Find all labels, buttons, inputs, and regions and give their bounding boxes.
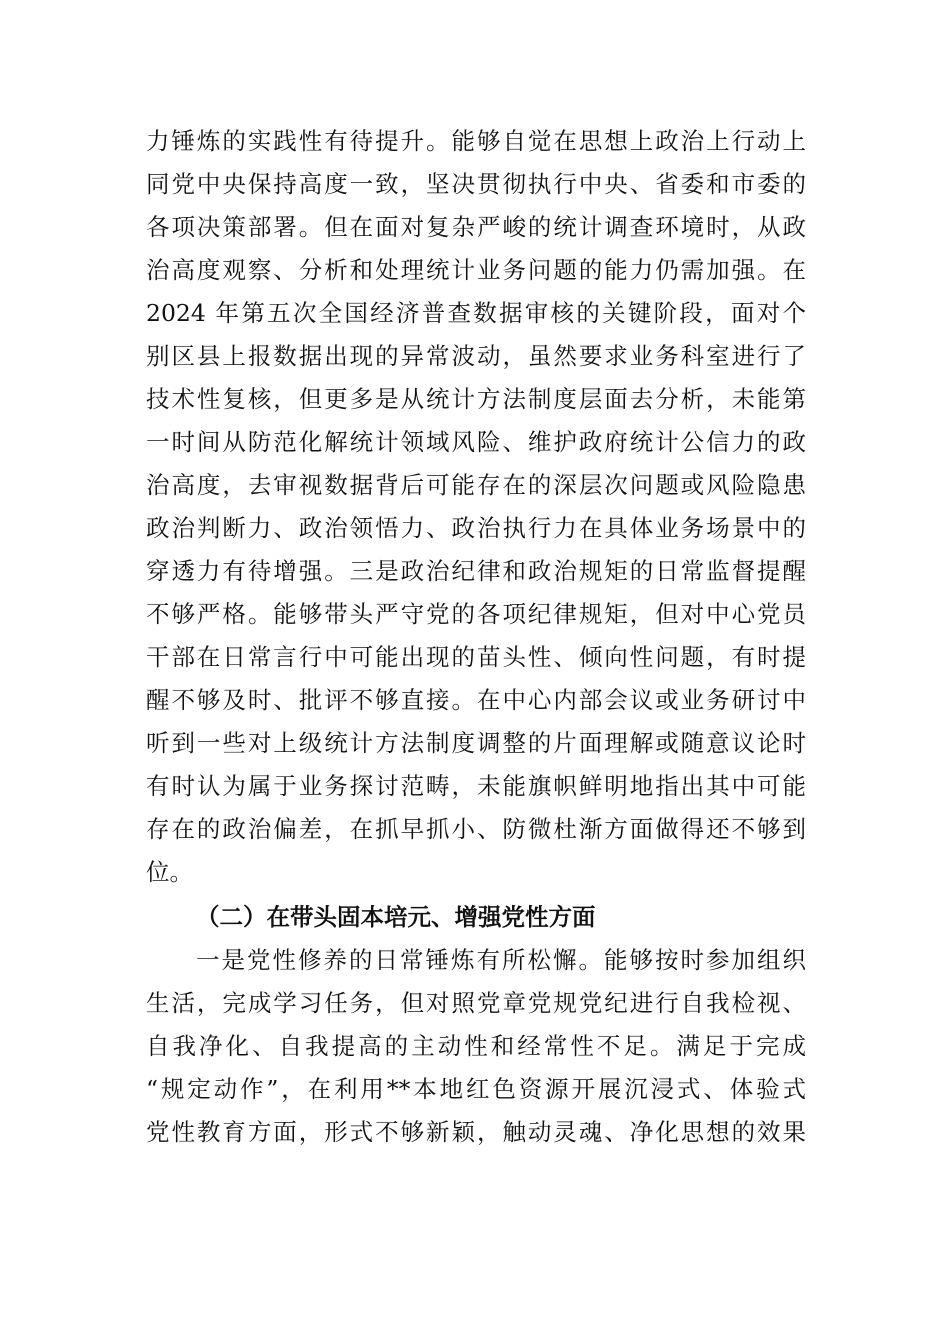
section-text-line: 党性教育方面，形式不够新颖，触动灵魂、净化思想的效果 [146,1118,806,1146]
body-text-line: 技术性复核，但更多是从统计方法制度层面去分析，未能第 [146,385,806,413]
section-heading: （二）在带头固本培元、增强党性方面 [196,903,596,931]
section-text-line: 生活，完成学习任务，但对照党章党规党纪进行自我检视、 [146,989,806,1017]
body-text-line: 位。 [146,858,193,886]
body-text-line: 穿透力有待增强。三是政治纪律和政治规矩的日常监督提醒 [146,557,806,585]
section-text-line: 一是党性修养的日常锤炼有所松懈。能够按时参加组织 [196,946,806,974]
body-text-line: 治高度，去审视数据背后可能存在的深层次问题或风险隐患 [146,471,806,499]
body-text-line: 一时间从防范化解统计领域风险、维护政府统计公信力的政 [146,428,806,456]
body-text-line: 不够严格。能够带头严守党的各项纪律规矩，但对中心党员 [146,600,806,628]
body-text-line: 存在的政治偏差，在抓早抓小、防微杜渐方面做得还不够到 [146,815,806,843]
body-text-line: 醒不够及时、批评不够直接。在中心内部会议或业务研讨中 [146,686,806,714]
section-text-line: 自我净化、自我提高的主动性和经常性不足。满足于完成 [146,1032,806,1060]
body-text-line: 同党中央保持高度一致，坚决贯彻执行中央、省委和市委的 [146,170,806,198]
body-text-line: 治高度观察、分析和处理统计业务问题的能力仍需加强。在 [146,256,806,284]
body-text-line: 各项决策部署。但在面对复杂严峻的统计调查环境时，从政 [146,213,806,241]
body-text-line: 有时认为属于业务探讨范畴，未能旗帜鲜明地指出其中可能 [146,772,806,800]
body-text-line: 干部在日常言行中可能出现的苗头性、倾向性问题，有时提 [146,643,806,671]
body-text-line: 政治判断力、政治领悟力、政治执行力在具体业务场景中的 [146,514,806,542]
body-text-line: 力锤炼的实践性有待提升。能够自觉在思想上政治上行动上 [146,127,806,155]
section-text-line: “规定动作”，在利用**本地红色资源开展沉浸式、体验式 [146,1075,806,1103]
body-text-line: 别区县上报数据出现的异常波动，虽然要求业务科室进行了 [146,342,806,370]
body-text-line: 听到一些对上级统计方法制度调整的片面理解或随意议论时 [146,729,806,757]
body-text-line: 2024 年第五次全国经济普查数据审核的关键阶段，面对个 [146,299,806,327]
